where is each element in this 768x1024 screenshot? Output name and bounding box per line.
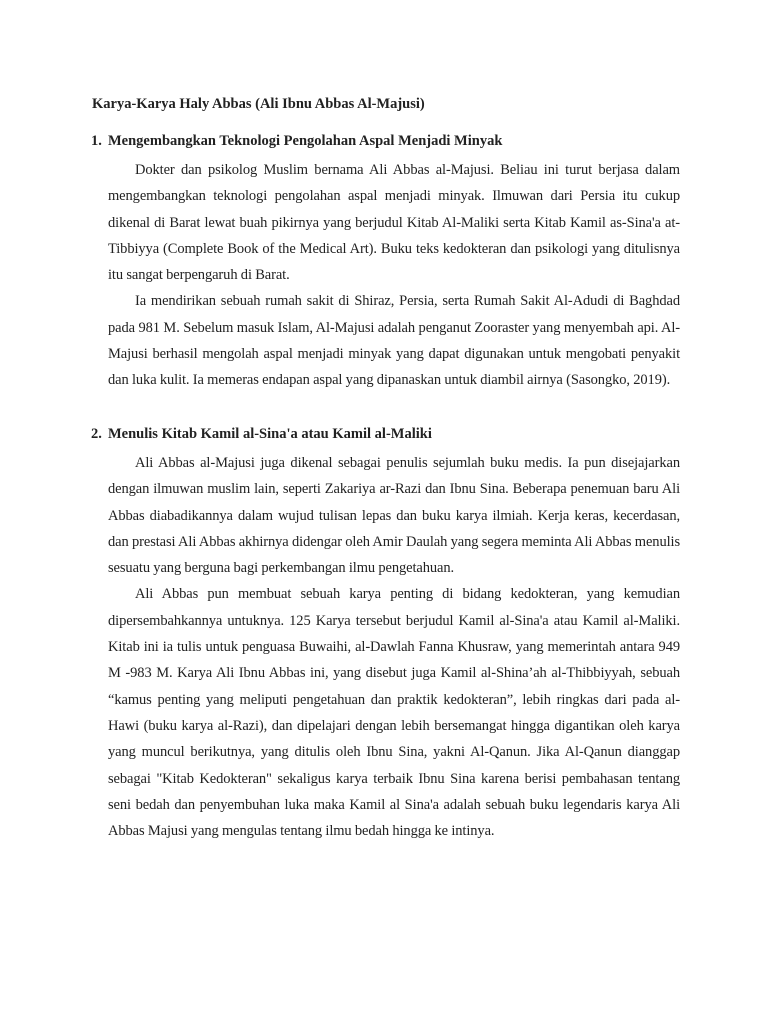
section-heading (91, 131, 680, 151)
document-title: Karya-Karya Haly Abbas (Ali Ibnu Abbas Al-Majusi) (92, 96, 425, 112)
section-1 (91, 131, 680, 394)
section-number: 1. (91, 133, 102, 149)
paragraph: Ia mendirikan sebuah rumah sakit di Shiraz, Persia, serta Rumah Sakit Al-Adudi di Baghdad pada 981 M. Sebelum masuk Islam, Al-Majusi adalah penganut Zooraster yang menyembah api. Al-Majusi berhasil mengolah aspal menjadi minyak yang dapat digunakan untuk mengobati penyakit dan luka kulit. Ia memeras endapan aspal yang dipanaskan untuk diambil airnya (Sasongko, 2019). (108, 293, 680, 389)
section-heading-text: Menulis Kitab Kamil al-Sina'a atau Kamil al-Maliki (108, 426, 432, 442)
paragraph: Dokter dan psikolog Muslim bernama Ali Abbas al-Majusi. Beliau ini turut berjasa dalam mengembangkan teknologi pengolahan aspal menjadi minyak. Ilmuwan dari Persia itu cukup dikenal di Barat lewat buah pikirnya yang berjudul Kitab Al-Maliki serta Kitab Kamil as-Sina'a at-Tibbiyya (Complete Book of the Medical Art). Buku teks kedokteran dan psikologi yang ditulisnya itu sangat berpengaruh di Barat. (108, 162, 680, 284)
section-heading-text: Mengembangkan Teknologi Pengolahan Aspal Menjadi Minyak (108, 133, 503, 149)
paragraph: Ali Abbas al-Majusi juga dikenal sebagai penulis sejumlah buku medis. Ia pun disejajarkan dengan ilmuwan muslim lain, seperti Zakariya ar-Razi dan Ibnu Sina. Beberapa penemuan baru Ali Abbas diabadikannya dalam wujud tulisan lepas dan buku karya ilmiah. Kerja keras, kecerdasan, dan prestasi Ali Abbas akhirnya didengar oleh Amir Daulah yang segera meminta Ali Abbas menulis sesuatu yang berguna bagi perkembangan ilmu pengetahuan. (108, 455, 680, 577)
paragraph: Ali Abbas pun membuat sebuah karya penting di bidang kedokteran, yang kemudian dipersembahkannya untuknya. 125 Karya tersebut berjudul Kamil al-Sina'a atau Kamil al-Maliki. Kitab ini ia tulis untuk penguasa Buwaihi, al-Dawlah Fanna Khusraw, yang memerintah antara 949 M -983 M. Karya Ali Ibnu Abbas ini, yang disebut juga Kamil al-Shina’ah al-Thibbiyyah, sebuah “kamus penting yang meliputi pengetahuan dan praktik kedokteran”, lebih ringkas dari pada al-Hawi (buku karya al-Razi), dan dipelajari dengan lebih bersemangat hingga digantikan oleh karya yang muncul berikutnya, yang ditulis oleh Ibnu Sina, yakni Al-Qanun. Jika Al-Qanun dianggap sebagai "Kitab Kedokteran" sekaligus karya terbaik Ibnu Sina karena berisi pembahasan tentang seni bedah dan penyembuhan luka maka Kamil al Sina'a adalah sebuah buku legendaris karya Ali Abbas Majusi yang mengulas tentang ilmu bedah hingga ke intinya. (108, 586, 680, 840)
section-2 (91, 424, 680, 844)
section-heading (91, 424, 680, 444)
section-number: 2. (91, 426, 102, 442)
